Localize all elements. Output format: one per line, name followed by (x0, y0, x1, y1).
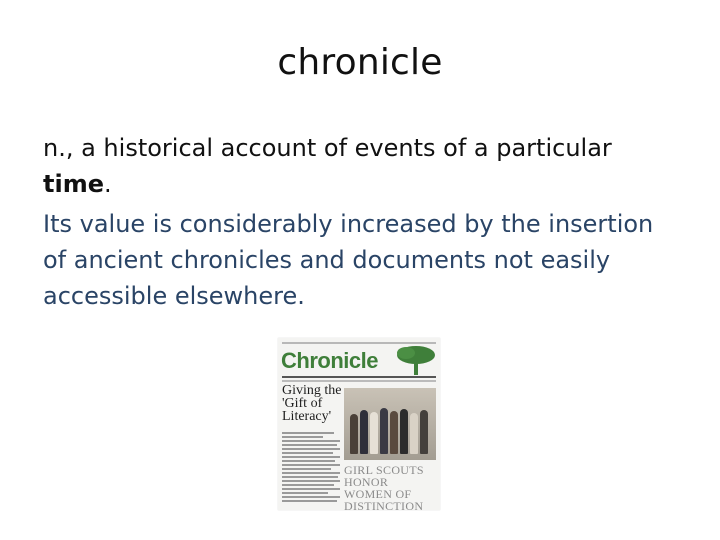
clipping-dateline (282, 380, 436, 382)
clipping-second-headline: GIRL SCOUTS HONOR WOMEN OF DISTINCTION (344, 463, 424, 510)
definition-suffix: . (103, 170, 112, 198)
photo-person (350, 414, 358, 454)
slide-title: chronicle (277, 42, 443, 83)
newspaper-clipping-image (278, 338, 440, 510)
clipping-masthead: Chronicle (281, 348, 378, 373)
photo-person (380, 408, 388, 454)
definition-text (43, 130, 683, 202)
photo-person (410, 413, 418, 454)
definition-bold-word: time (43, 170, 104, 198)
photo-person (370, 412, 378, 454)
clipping-group-photo (344, 388, 436, 460)
photo-person (420, 410, 428, 454)
clipping-headline: Giving the 'Gift of Literacy' (282, 383, 342, 424)
clipping-article-column (282, 432, 340, 504)
definition-prefix: n., a historical account of events of a particular (43, 134, 612, 162)
photo-person (390, 411, 398, 454)
example-sentence: Its value is considerably increased by the insertion of ancient chronicles and documents not easily accessible elsewhere. (43, 210, 654, 310)
photo-person (400, 409, 408, 454)
photo-person (360, 410, 368, 454)
tree-logo-icon (392, 342, 436, 376)
clipping-masthead-rule (282, 376, 436, 378)
slide-body (43, 130, 683, 314)
